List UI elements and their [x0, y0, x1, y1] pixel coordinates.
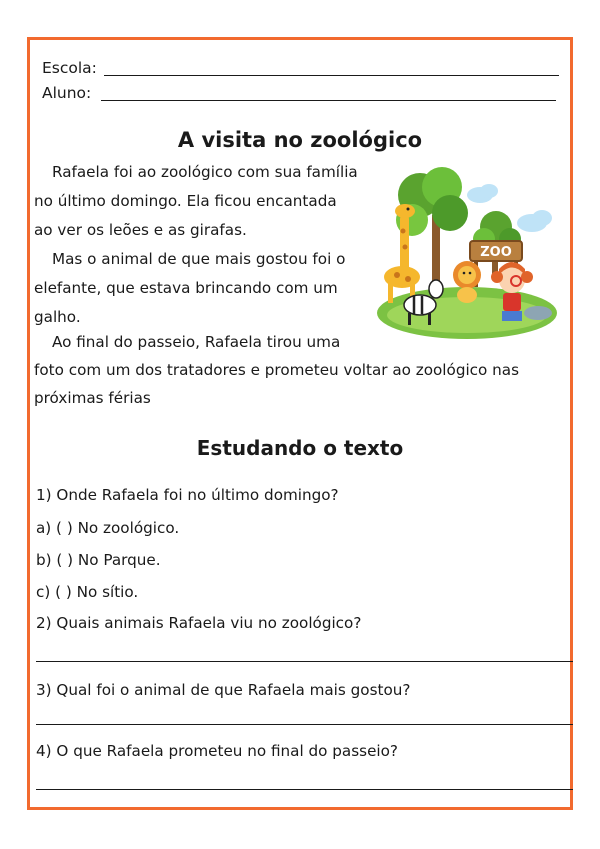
zoo-sign-text: ZOO	[480, 245, 512, 260]
story-line-9: próximas férias	[34, 389, 151, 407]
story-line-5: elefante, que estava brincando com um	[34, 279, 338, 297]
student-label: Aluno:	[42, 84, 92, 102]
question-1: 1) Onde Rafaela foi no último domingo?	[36, 486, 339, 504]
story-line-8: foto com um dos tratadores e prometeu voltar ao zoológico nas	[34, 361, 519, 379]
story-line-2: no último domingo. Ela ficou encantada	[34, 192, 337, 210]
answer-line-4[interactable]	[36, 789, 573, 790]
question-1-option-a[interactable]: a) ( ) No zoológico.	[36, 519, 180, 537]
question-3: 3) Qual foi o animal de que Rafaela mais gostou?	[36, 681, 411, 699]
question-1-option-b[interactable]: b) ( ) No Parque.	[36, 551, 161, 569]
story-title: A visita no zoológico	[177, 128, 423, 152]
school-field[interactable]	[104, 75, 559, 76]
student-field[interactable]	[101, 100, 556, 101]
exercise-title: Estudando o texto	[196, 436, 404, 460]
story-line-4: Mas o animal de que mais gostou foi o	[52, 250, 346, 268]
story-line-7: Ao final do passeio, Rafaela tirou uma	[52, 333, 341, 351]
zoo-illustration-icon	[372, 165, 558, 340]
question-2: 2) Quais animais Rafaela viu no zoológico?	[36, 614, 362, 632]
question-4: 4) O que Rafaela prometeu no final do passeio?	[36, 742, 398, 760]
story-line-3: ao ver os leões e as girafas.	[34, 221, 247, 239]
answer-line-3[interactable]	[36, 724, 573, 725]
school-label: Escola:	[42, 59, 97, 77]
story-line-6: galho.	[34, 308, 81, 326]
question-1-option-c[interactable]: c) ( ) No sítio.	[36, 583, 139, 601]
answer-line-2[interactable]	[36, 661, 573, 662]
story-line-1: Rafaela foi ao zoológico com sua família	[52, 163, 358, 181]
